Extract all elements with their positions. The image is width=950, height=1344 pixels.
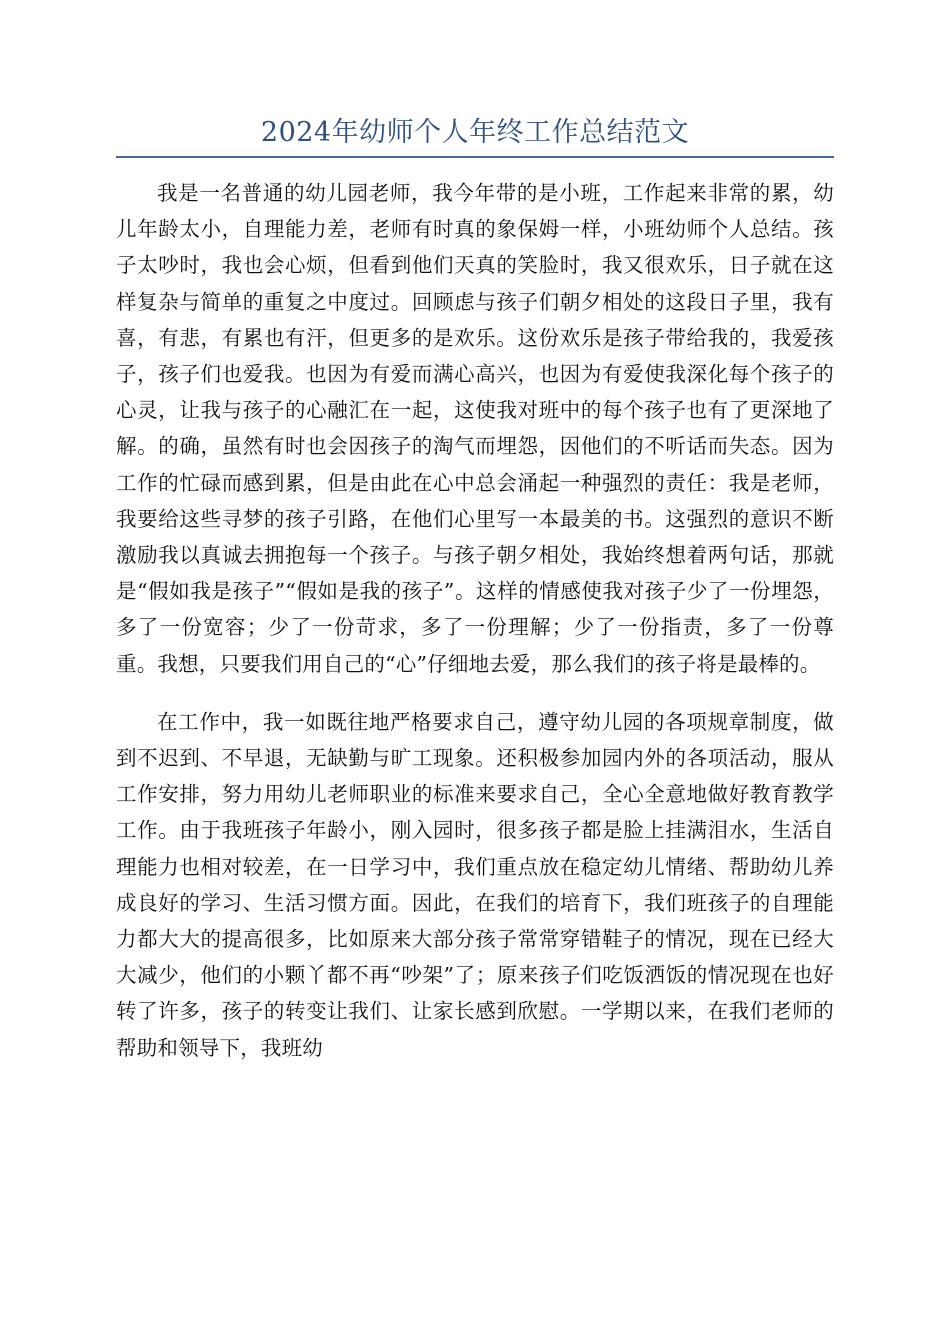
paragraph-2: 在工作中，我一如既往地严格要求自己，遵守幼儿园的各项规章制度，做到不迟到、不早退，无缺勤与旷工现象。还积极参加园内外的各项活动，服从工作安排，努力用幼儿老师职业的标准来要求自己，全心全意地做好教育教学工作。由于我班孩子年龄小，刚入园时，很多孩子都是脸上挂满泪水，生活自理能力也相对较差，在一日学习中，我们重点放在稳定幼儿情绪、帮助幼儿养成良好的学习、生活习惯方面。因此，在我们的培育下，我们班孩子的自理能力都大大的提高很多，比如原来大部分孩子常常穿错鞋子的情况，现在已经大大减少，他们的小颗丫都不再“吵架”了；原来孩子们吃饭洒饭的情况现在也好转了许多，孩子的转变让我们、让家长感到欣慰。一学期以来，在我们老师的帮助和领导下，我班幼 [116, 709, 834, 1060]
title-block [116, 112, 834, 158]
document-body [116, 175, 834, 1066]
page-title: 2024年幼师个人年终工作总结范文 [260, 117, 690, 148]
paragraph-1: 我是一名普通的幼儿园老师，我今年带的是小班，工作起来非常的累，幼儿年龄太小，自理能力差，老师有时真的象保姆一样，小班幼师个人总结。孩子太吵时，我也会心烦，但看到他们天真的笑脸时，我又很欢乐，日子就在这样复杂与简单的重复之中度过。回顾虑与孩子们朝夕相处的这段日子里，我有喜，有悲，有累也有汗，但更多的是欢乐。这份欢乐是孩子带给我的，我爱孩子，孩子们也爱我。也因为有爱而满心高兴，也因为有爱使我深化每个孩子的心灵，让我与孩子的心融汇在一起，这使我对班中的每个孩子也有了更深地了解。的确，虽然有时也会因孩子的淘气而埋怨，因他们的不听话而失态。因为工作的忙碌而感到累，但是由此在心中总会涌起一种强烈的责任：我是老师，我要给这些寻梦的孩子引路，在他们心里写一本最美的书。这强烈的意识不断激励我以真诚去拥抱每一个孩子。与孩子朝夕相处，我始终想着两句话，那就是“假如我是孩子”“假如是我的孩子”。这样的情感使我对孩子少了一份埋怨，多了一份宽容；少了一份苛求，多了一份理解；少了一份指责，多了一份尊重。我想，只要我们用自己的“心”仔细地去爱，那么我们的孩子将是最棒的。 [116, 181, 834, 676]
